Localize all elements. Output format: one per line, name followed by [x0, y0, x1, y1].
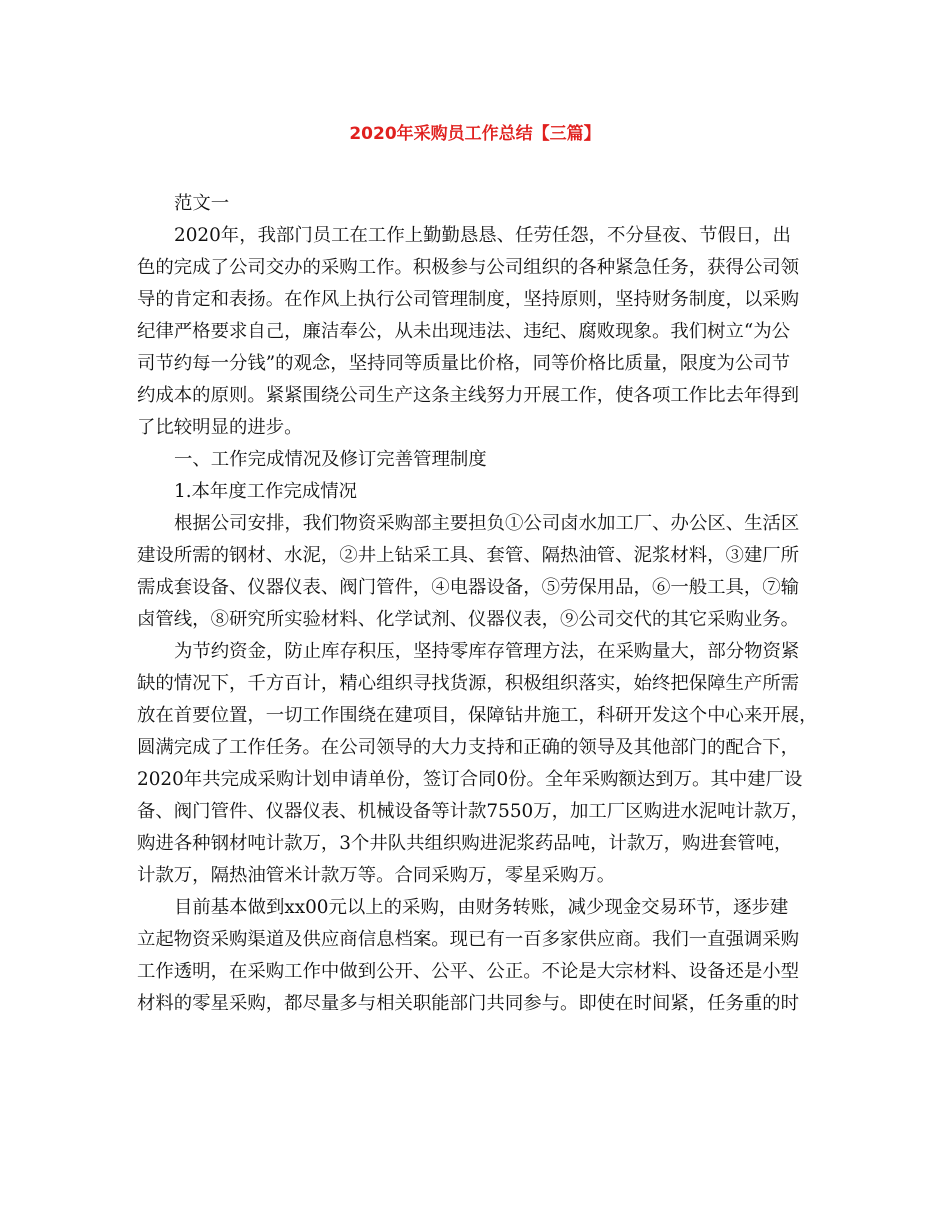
text-line: 购进各种钢材吨计款万，3个井队共组织购进泥浆药品吨，计款万，购进套管吨，	[137, 833, 793, 854]
text-line: 色的完成了公司交办的采购工作。积极参与公司组织的各种紧急任务，获得公司领	[137, 257, 800, 278]
text-line: 建设所需的钢材、水泥，②井上钻采工具、套管、隔热油管、泥浆材料，③建厂所	[137, 545, 800, 566]
text-line: 卤管线，⑧研究所实验材料、化学试剂、仪器仪表，⑨公司交代的其它采购业务。	[137, 609, 800, 630]
document-title: 2020年采购员工作总结【三篇】	[349, 124, 601, 144]
text-line: 材料的零星采购，都尽量多与相关职能部门共同参与。即使在时间紧，任务重的时	[137, 993, 800, 1014]
text-line: 立起物资采购渠道及供应商信息档案。现已有一百多家供应商。我们一直强调采购	[137, 929, 800, 950]
text-line: 需成套设备、仪器仪表、阀门管件，④电器设备，⑤劳保用品，⑥一般工具，⑦输	[137, 577, 800, 598]
text-line: 纪律严格要求自己，廉洁奉公，从未出现违法、违纪、腐败现象。我们树立“为公	[137, 321, 791, 342]
text-line: 备、阀门管件、仪器仪表、机械设备等计款7550万，加工厂区购进水泥吨计款万，	[137, 801, 810, 822]
text-line: 1.本年度工作完成情况	[174, 481, 358, 502]
text-line: 缺的情况下，千方百计，精心组织寻找货源，积极组织落实，始终把保障生产所需	[137, 673, 800, 694]
text-line: 圆满完成了工作任务。在公司领导的大力支持和正确的领导及其他部门的配合下，	[137, 737, 800, 758]
text-line: 导的肯定和表扬。在作风上执行公司管理制度，坚持原则，坚持财务制度，以采购	[137, 289, 800, 310]
text-line: 为节约资金，防止库存积压，坚持零库存管理方法，在采购量大，部分物资紧	[174, 641, 800, 662]
text-line: 司节约每一分钱”的观念，坚持同等质量比价格，同等价格比质量，限度为公司节	[137, 353, 791, 374]
text-line: 范文一	[174, 193, 230, 214]
text-line: 2020年共完成采购计划申请单份，签订合同0份。全年采购额达到万。其中建厂设	[137, 769, 803, 790]
text-line: 约成本的原则。紧紧围绕公司生产这条主线努力开展工作，使各项工作比去年得到	[137, 385, 800, 406]
text-line: 2020年，我部门员工在工作上勤勤恳恳、任劳任怨，不分昼夜、节假日，出	[174, 225, 791, 246]
text-line: 放在首要位置，一切工作围绕在建项目，保障钻井施工，科研开发这个中心来开展，	[137, 705, 818, 726]
text-line: 根据公司安排，我们物资采购部主要担负①公司卤水加工厂、办公区、生活区	[174, 513, 800, 534]
text-line: 目前基本做到xx00元以上的采购，由财务转账，减少现金交易环节，逐步建	[174, 897, 789, 918]
document-body	[137, 188, 827, 1020]
text-line: 一、工作完成情况及修订完善管理制度	[174, 449, 487, 470]
text-line: 计款万，隔热油管米计款万等。合同采购万，零星采购万。	[137, 865, 616, 886]
text-line: 了比较明显的进步。	[137, 417, 303, 438]
text-line: 工作透明，在采购工作中做到公开、公平、公正。不论是大宗材料、设备还是小型	[137, 961, 800, 982]
